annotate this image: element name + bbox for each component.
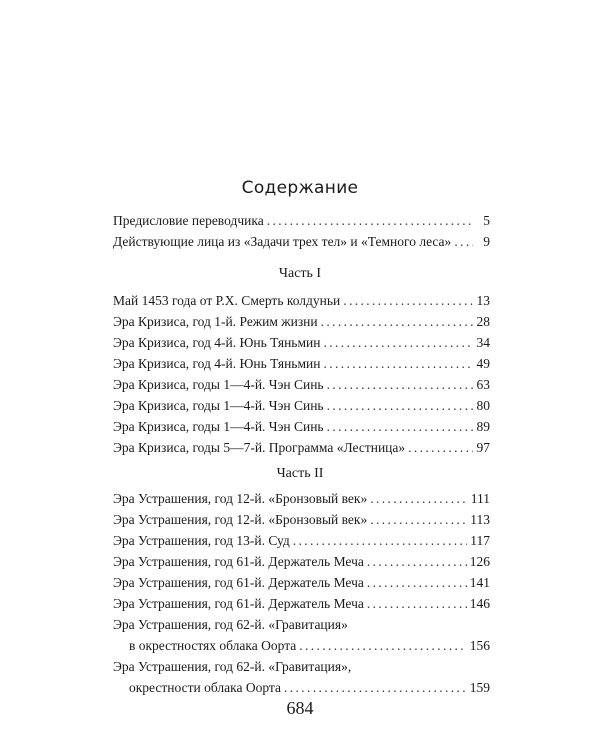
- toc-entry-title: Эра Кризиса, годы 1—4-й. Чэн Синь: [113, 377, 324, 392]
- toc-front: [113, 210, 490, 252]
- toc-entry-title-continued: окрестности облака Оорта: [129, 680, 281, 695]
- toc-entry-title: Эра Устрашения, год 12-й. «Бронзовый век»: [113, 512, 368, 527]
- toc-part-2: [113, 488, 490, 698]
- toc-entry-page: 5: [483, 213, 490, 228]
- toc-entry-title: Эра Кризиса, год 4-й. Юнь Тяньмин: [113, 356, 321, 371]
- toc-entry-title: Эра Устрашения, год 12-й. «Бронзовый век»: [113, 491, 368, 506]
- toc-entry-title: Май 1453 года от Р.Х. Смерть колдуньи: [113, 293, 341, 308]
- dot-leader: [323, 332, 473, 353]
- toc-part-1: [113, 290, 490, 458]
- toc-entry-page: 97: [476, 440, 490, 455]
- dot-leader: [327, 374, 473, 395]
- dot-leader: [327, 416, 473, 437]
- toc-entry-page: 80: [476, 398, 490, 413]
- toc-entry-title: Эра Устрашения, год 62-й. «Гравитация»: [113, 617, 348, 632]
- dot-leader: [299, 635, 467, 656]
- toc-entry-page: 117: [470, 533, 490, 548]
- toc-entry[interactable]: [113, 488, 490, 509]
- page-number: 684: [286, 698, 314, 718]
- dot-leader: [267, 210, 473, 231]
- part-2-title: Часть II: [276, 466, 324, 481]
- toc-entry-page: 159: [469, 680, 490, 695]
- toc-entry-multiline[interactable]: [113, 656, 490, 698]
- toc-entry[interactable]: [113, 332, 490, 353]
- dot-leader: [370, 488, 468, 509]
- part-1-title: Часть I: [278, 266, 322, 281]
- dot-leader: [454, 231, 473, 252]
- toc-entry[interactable]: [113, 509, 490, 530]
- toc-entry[interactable]: [113, 572, 490, 593]
- toc-entry-page: 156: [469, 638, 490, 653]
- dot-leader: [370, 509, 467, 530]
- toc-entry-page: 111: [470, 491, 490, 506]
- toc-entry-title: Эра Устрашения, год 61-й. Держатель Меча: [113, 575, 364, 590]
- toc-entry-title: Эра Устрашения, год 13-й. Суд: [113, 533, 290, 548]
- toc-entry-page: 126: [469, 554, 490, 569]
- dot-leader: [367, 572, 467, 593]
- toc-entry[interactable]: [113, 593, 490, 614]
- toc-entry-page: 63: [476, 377, 490, 392]
- toc-entry-title: Эра Кризиса, годы 1—4-й. Чэн Синь: [113, 419, 324, 434]
- toc-entry[interactable]: [113, 551, 490, 572]
- toc-entry[interactable]: [113, 416, 490, 437]
- toc-entry[interactable]: [113, 395, 490, 416]
- toc-entry[interactable]: [113, 530, 490, 551]
- toc-entry-title: Эра Кризиса, годы 5—7-й. Программа «Лестница»: [113, 440, 406, 455]
- toc-entry-page: 146: [469, 596, 490, 611]
- toc-entry[interactable]: [113, 231, 490, 252]
- toc-entry-title: Эра Устрашения, год 61-й. Держатель Меча: [113, 554, 364, 569]
- toc-entry-page: 34: [476, 335, 490, 350]
- toc-entry-title: Предисловие переводчика: [113, 213, 264, 228]
- toc-entry-title: Эра Кризиса, год 4-й. Юнь Тяньмин: [113, 335, 321, 350]
- toc-entry-page: 113: [470, 512, 490, 527]
- toc-entry[interactable]: [113, 437, 490, 458]
- dot-leader: [367, 593, 467, 614]
- toc-entry-page: 13: [476, 293, 490, 308]
- toc-entry-page: 89: [476, 419, 490, 434]
- toc-entry[interactable]: [113, 311, 490, 332]
- dot-leader: [284, 677, 467, 698]
- dot-leader: [367, 551, 467, 572]
- toc-entry-page: 49: [476, 356, 490, 371]
- toc-entry-title: Эра Устрашения, год 61-й. Держатель Меча: [113, 596, 364, 611]
- toc-entry[interactable]: [113, 374, 490, 395]
- dot-leader: [408, 437, 473, 458]
- toc-entry[interactable]: [113, 290, 490, 311]
- toc-entry-title: Действующие лица из «Задачи трех тел» и «Темного леса»: [113, 234, 452, 249]
- toc-entry-title: Эра Кризиса, год 1-й. Режим жизни: [113, 314, 318, 329]
- toc-entry[interactable]: [113, 210, 490, 231]
- toc-entry-page: 141: [469, 575, 490, 590]
- dot-leader: [327, 395, 473, 416]
- toc-entry-title: Эра Устрашения, год 62-й. «Гравитация»,: [113, 659, 352, 674]
- toc-entry-page: 9: [483, 234, 490, 249]
- toc-entry-title-continued: в окрестностях облака Оорта: [129, 638, 297, 653]
- dot-leader: [293, 530, 467, 551]
- dot-leader: [343, 290, 473, 311]
- toc-entry-multiline[interactable]: [113, 614, 490, 656]
- dot-leader: [321, 311, 473, 332]
- toc-entry-title: Эра Кризиса, годы 1—4-й. Чэн Синь: [113, 398, 324, 413]
- toc-entry[interactable]: [113, 353, 490, 374]
- dot-leader: [323, 353, 473, 374]
- toc-entry-page: 28: [476, 314, 490, 329]
- page-title: Содержание: [241, 178, 359, 198]
